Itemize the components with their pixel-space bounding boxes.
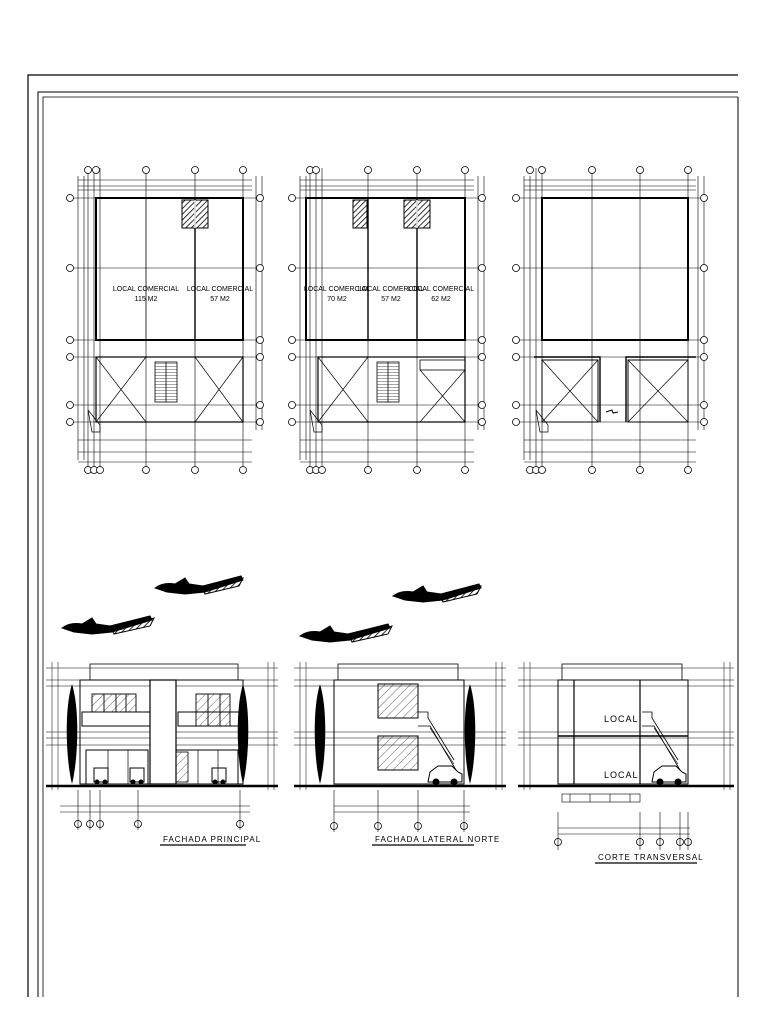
axis-bubble bbox=[414, 467, 421, 474]
axis-bubble bbox=[289, 419, 296, 426]
axis-bubble bbox=[289, 265, 296, 272]
axis-bubble bbox=[539, 167, 546, 174]
axis-bubble bbox=[637, 467, 644, 474]
axis-bubble bbox=[589, 467, 596, 474]
axis-bubble bbox=[67, 402, 74, 409]
axis-bubble bbox=[97, 467, 104, 474]
axis-bubble bbox=[701, 195, 708, 202]
axis-bubble bbox=[701, 402, 708, 409]
axis-bubble bbox=[240, 467, 247, 474]
section-upper-label: LOCAL bbox=[604, 714, 639, 724]
title-corte-transversal: CORTE TRANSVERSAL bbox=[598, 853, 704, 862]
axis-bubble bbox=[513, 354, 520, 361]
plan-1-labels bbox=[113, 286, 253, 303]
axis-bubble bbox=[589, 167, 596, 174]
plan-2-labels bbox=[304, 286, 474, 303]
axis-bubble bbox=[513, 402, 520, 409]
drawing-titles bbox=[160, 835, 704, 863]
floor-plan-1 bbox=[66, 168, 262, 468]
floor-plan-3 bbox=[512, 168, 706, 468]
axis-bubble bbox=[85, 167, 92, 174]
room-area: 57 M2 bbox=[210, 296, 230, 303]
room-area: 70 M2 bbox=[327, 296, 347, 303]
axis-bubble bbox=[685, 167, 692, 174]
axis-bubble bbox=[289, 354, 296, 361]
room-area: 62 M2 bbox=[431, 296, 451, 303]
axis-bubble bbox=[257, 354, 264, 361]
axis-bubble bbox=[289, 402, 296, 409]
axis-bubble bbox=[365, 167, 372, 174]
axis-bubble bbox=[479, 337, 486, 344]
title-fachada-lateral: FACHADA LATERAL NORTE bbox=[375, 835, 501, 844]
axis-bubble bbox=[513, 265, 520, 272]
axis-bubble bbox=[462, 467, 469, 474]
axis-bubble bbox=[701, 419, 708, 426]
axis-bubble bbox=[701, 265, 708, 272]
room-area: 57 M2 bbox=[381, 296, 401, 303]
axis-bubble bbox=[479, 195, 486, 202]
axis-bubble bbox=[67, 419, 74, 426]
axis-bubble bbox=[313, 167, 320, 174]
axis-bubble bbox=[701, 354, 708, 361]
axis-bubble bbox=[257, 337, 264, 344]
axis-bubble bbox=[479, 354, 486, 361]
axis-bubble bbox=[513, 419, 520, 426]
axis-bubble bbox=[67, 337, 74, 344]
sky-decoration bbox=[62, 576, 481, 642]
room-name: LOCAL COMERCIAL bbox=[407, 286, 475, 293]
cross-section bbox=[518, 662, 734, 850]
axis-bubble bbox=[289, 195, 296, 202]
axis-bubble bbox=[289, 337, 296, 344]
title-fachada-principal: FACHADA PRINCIPAL bbox=[163, 835, 262, 844]
axis-bubble bbox=[685, 467, 692, 474]
axis-bubble bbox=[527, 167, 534, 174]
axis-bubble bbox=[539, 467, 546, 474]
axis-bubble bbox=[143, 167, 150, 174]
axis-bubble bbox=[479, 419, 486, 426]
section-lower-label: LOCAL bbox=[604, 770, 639, 780]
room-name: LOCAL COMERCIAL bbox=[357, 286, 425, 293]
axis-bubble bbox=[637, 167, 644, 174]
axis-bubble bbox=[257, 195, 264, 202]
room-name: LOCAL COMERCIAL bbox=[303, 286, 371, 293]
room-name: LOCAL COMERCIAL bbox=[112, 286, 180, 293]
axis-bubble bbox=[513, 195, 520, 202]
elevation-lateral bbox=[294, 662, 506, 832]
axis-bubble bbox=[93, 167, 100, 174]
axis-bubble bbox=[479, 402, 486, 409]
axis-bubble bbox=[319, 467, 326, 474]
axis-bubble bbox=[365, 467, 372, 474]
axis-bubble bbox=[240, 167, 247, 174]
axis-bubble bbox=[192, 167, 199, 174]
axis-bubble bbox=[257, 419, 264, 426]
axis-bubble bbox=[479, 265, 486, 272]
room-area: 115 M2 bbox=[134, 296, 158, 303]
floor-plan-2 bbox=[288, 168, 484, 468]
elevation-principal bbox=[46, 662, 278, 830]
axis-bubble bbox=[192, 467, 199, 474]
room-name: LOCAL COMERCIAL bbox=[186, 286, 254, 293]
axis-bubble bbox=[462, 167, 469, 174]
axis-bubble bbox=[701, 337, 708, 344]
axis-bubble bbox=[67, 265, 74, 272]
axis-bubble bbox=[414, 167, 421, 174]
axis-bubble bbox=[257, 265, 264, 272]
axis-bubble bbox=[67, 195, 74, 202]
axis-bubble bbox=[143, 467, 150, 474]
axis-bubble bbox=[67, 354, 74, 361]
axis-bubble bbox=[257, 402, 264, 409]
axis-bubble bbox=[513, 337, 520, 344]
